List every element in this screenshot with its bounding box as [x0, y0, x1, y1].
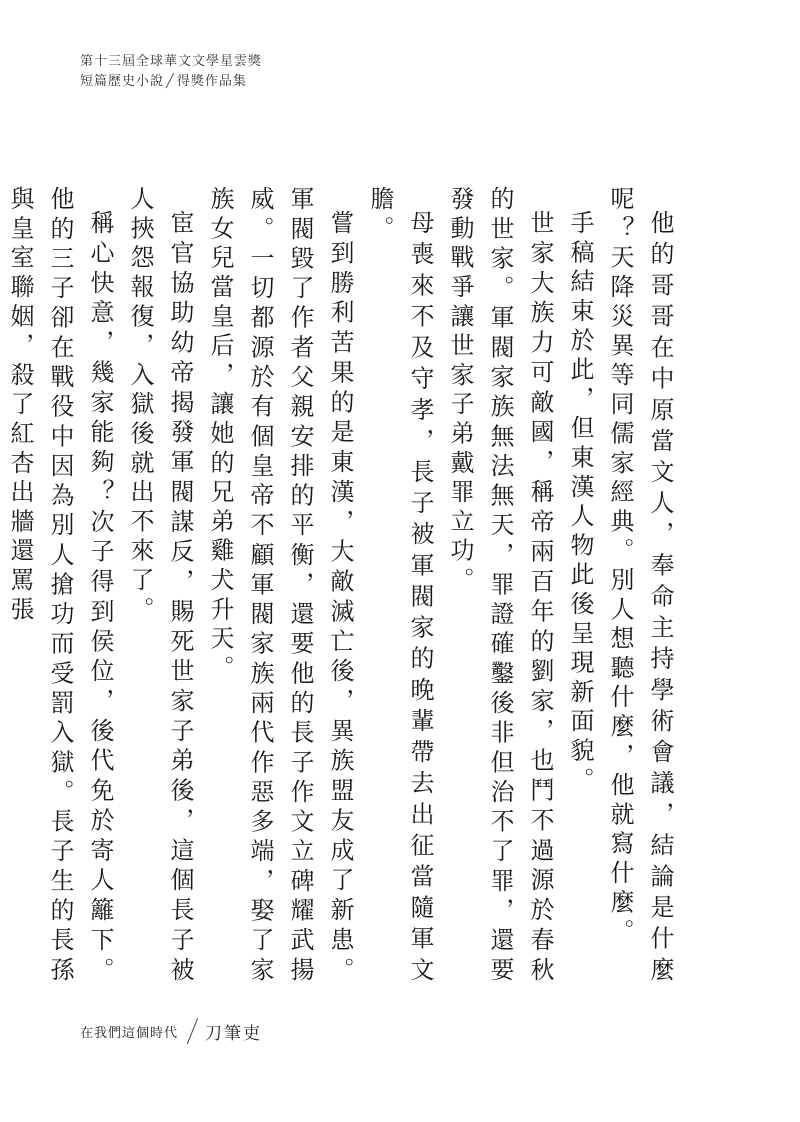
running-header	[80, 52, 262, 92]
footer-book-title: 在我們這個時代	[80, 1025, 179, 1041]
paragraph-7: 稱心快意，幾家能夠？次子得到侯位，後代免於寄人籬下。他的三子卻在戰役中因為別人搶功而受罰入獄。長子生的長孫與皇室聯姻，殺了紅杏出牆還罵張	[6, 186, 114, 986]
footer-divider	[187, 1018, 198, 1044]
running-footer	[80, 1014, 262, 1048]
vertical-body-text	[0, 186, 680, 986]
paragraph-5: 嘗到勝利苦果的是東漢，大敵滅亡後，異族盟友成了新患。軍閥毀了作者父親安排的平衡，還要他的長子作文立碑耀武揚威。一切都源於有個皇帝不顧軍閥家族兩代作惡多端，娶了家族女兒當皇后，讓她的兄弟雞犬升天。	[206, 186, 354, 986]
paragraph-4: 母喪來不及守孝，長子被軍閥家的晚輩帶去出征當隨軍文膽。	[366, 186, 434, 986]
paragraph-6: 宦官協助幼帝揭發軍閥謀反，賜死世家子弟後，這個長子被人挾怨報復，入獄後就出不來了。	[126, 186, 194, 986]
footer-author: 刀筆吏	[205, 1023, 263, 1044]
paragraph-1: 他的哥哥在中原當文人，奉命主持學術會議，結論是什麼呢？天降災異等同儒家經典。別人想聽什麼，他就寫什麼。	[606, 186, 674, 986]
header-category-line	[80, 72, 262, 92]
paragraph-2: 手稿結束於此，但東漢人物此後呈現新面貌。	[566, 210, 594, 796]
header-separator: ╱	[166, 74, 175, 89]
paragraph-3: 世家大族力可敵國，稱帝兩百年的劉家，也鬥不過源於春秋的世家。軍閥家族無法無天，罪證確鑿後非但治不了罪，還要發動戰爭讓世家子弟戴罪立功。	[446, 186, 554, 986]
header-category: 短篇歷史小說	[80, 74, 165, 89]
header-collection: 得獎作品集	[176, 74, 247, 89]
header-award-line: 第十三屆全球華文文學星雲獎	[80, 54, 263, 69]
